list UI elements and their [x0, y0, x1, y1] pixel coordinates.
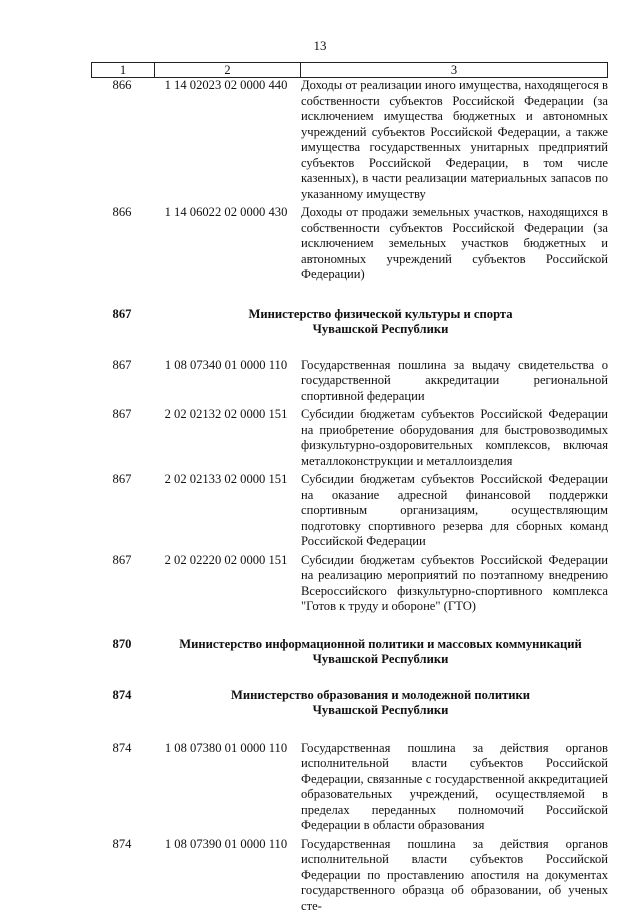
section-title: [153, 688, 608, 719]
section-title: [153, 637, 608, 668]
header-col-1: 1: [92, 63, 155, 77]
revenue-description: Субсидии бюджетам субъектов Российской Федерации на реализацию мероприятий по поэтапному внедрению Всероссийского физкультурно-спортивного комплекса "Готов к труду и обороне" (ГТО): [299, 553, 608, 615]
table-row: [91, 78, 608, 202]
section-heading: [91, 307, 608, 338]
section-title-line: Чувашской Республики: [153, 322, 608, 338]
revenue-code: 1 14 02023 02 0000 440: [153, 78, 299, 202]
section-heading: [91, 637, 608, 668]
table-row: [91, 205, 608, 283]
table-row: [91, 407, 608, 469]
section-title-line: Чувашской Республики: [153, 703, 608, 719]
admin-code: 866: [91, 78, 153, 202]
table-row: [91, 472, 608, 550]
admin-code: 874: [91, 741, 153, 834]
section-title-line: Министерство физической культуры и спорта: [153, 307, 608, 323]
section-code: 874: [91, 688, 153, 719]
revenue-description: Субсидии бюджетам субъектов Российской Федерации на приобретение оборудования для быстровозводимых физкультурно-оздоровительных комплексов, включая металлоконструкции и металлоизделия: [299, 407, 608, 469]
header-col-3: 3: [301, 63, 607, 77]
revenue-description: Государственная пошлина за действия органов исполнительной власти субъектов Российской Федерации, связанные с государственной аккредитацией образовательных учреждений, осуществляемой в пределах переданных полномочий Российской Федерации в области образования: [299, 741, 608, 834]
revenue-code: 1 08 07340 01 0000 110: [153, 358, 299, 405]
revenue-code: 2 02 02220 02 0000 151: [153, 553, 299, 615]
section-title-line: Министерство образования и молодежной политики: [153, 688, 608, 704]
admin-code: 874: [91, 837, 153, 914]
admin-code: 867: [91, 472, 153, 550]
table-row: [91, 741, 608, 834]
section-title: [153, 307, 608, 338]
section-code: 867: [91, 307, 153, 338]
section-code: 870: [91, 637, 153, 668]
header-col-2: 2: [155, 63, 301, 77]
revenue-code: 1 08 07390 01 0000 110: [153, 837, 299, 914]
admin-code: 867: [91, 553, 153, 615]
admin-code: 866: [91, 205, 153, 283]
table-row: [91, 837, 608, 914]
admin-code: 867: [91, 407, 153, 469]
section-heading: [91, 688, 608, 719]
admin-code: 867: [91, 358, 153, 405]
revenue-code: 2 02 02132 02 0000 151: [153, 407, 299, 469]
page-number: 13: [0, 38, 640, 54]
table-body: [91, 78, 608, 914]
revenue-description: Доходы от продажи земельных участков, находящихся в собственности субъектов Российской Федерации (за исключением земельных участков бюджетных и автономных учреждений субъектов Российской Федерации): [299, 205, 608, 283]
section-title-line: Министерство информационной политики и массовых коммуникаций: [153, 637, 608, 653]
table-row: [91, 553, 608, 615]
table-row: [91, 358, 608, 405]
revenue-code: 1 14 06022 02 0000 430: [153, 205, 299, 283]
revenue-code: 1 08 07380 01 0000 110: [153, 741, 299, 834]
revenue-description: Государственная пошлина за действия органов исполнительной власти субъектов Российской Федерации по проставлению апостиля на документах государственного образца об образовании, об ученых сте-: [299, 837, 608, 914]
table-header: [91, 62, 608, 78]
revenue-description: Субсидии бюджетам субъектов Российской Федерации на оказание адресной финансовой поддержки спортивным организациям, осуществляющим подготовку спортивного резерва для сборных команд Российской Федерации: [299, 472, 608, 550]
revenue-code: 2 02 02133 02 0000 151: [153, 472, 299, 550]
revenue-description: Доходы от реализации иного имущества, находящегося в собственности субъектов Российской Федерации (за исключением имущества бюджетных и автономных учреждений субъектов Российской Федерации, а также имущества государственных унитарных предприятий субъектов Российской Федерации, в том числе казенных), в части реализации материальных запасов по указанному имуществу: [299, 78, 608, 202]
revenue-description: Государственная пошлина за выдачу свидетельства о государственной аккредитации региональной спортивной федерации: [299, 358, 608, 405]
section-title-line: Чувашской Республики: [153, 652, 608, 668]
